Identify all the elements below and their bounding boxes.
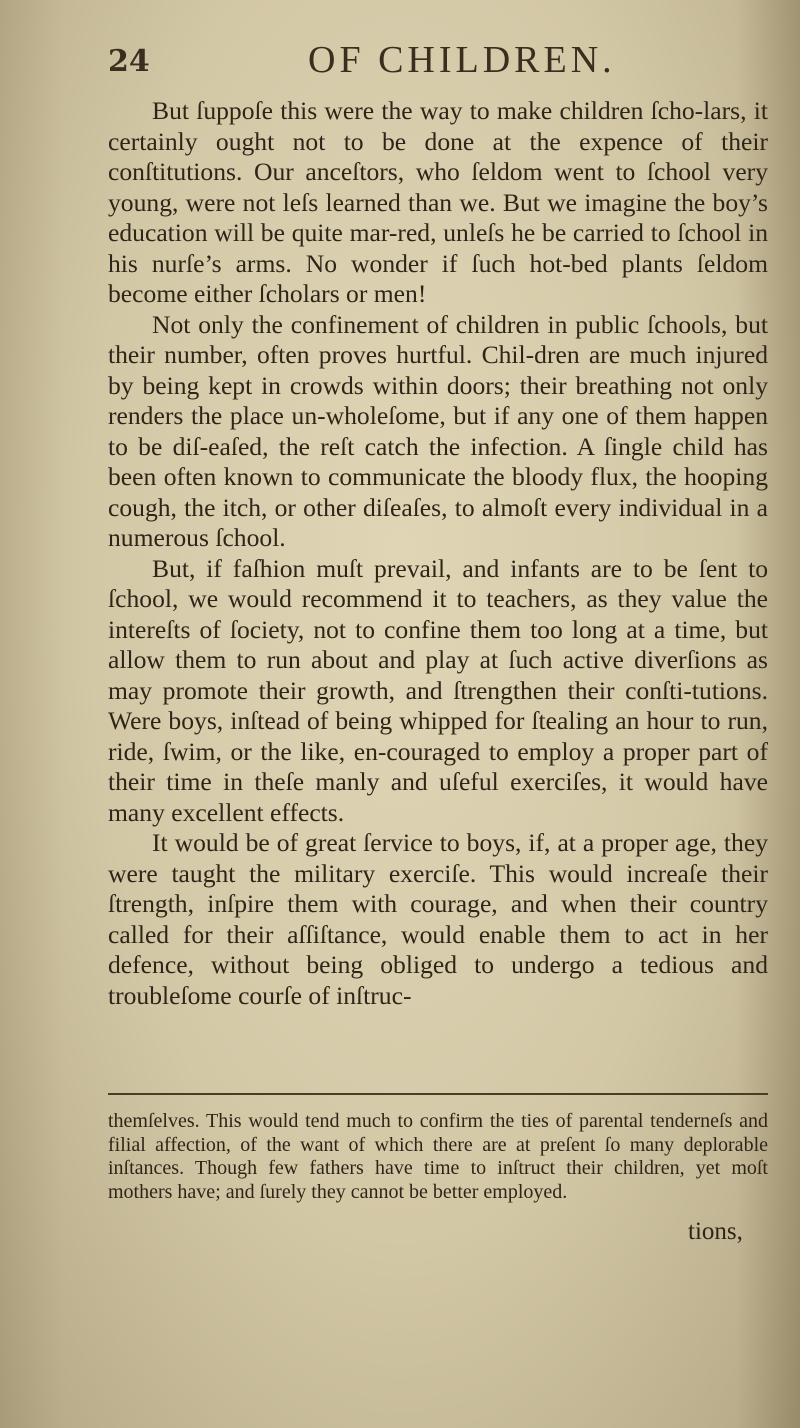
paragraph-4: It would be of great ſervice to boys, if, at a proper age, they were taught the military exerciſe. This would increaſe their ſtrength, inſpire them with courage, and when their country called for their aſſiſtance, would enable them to act in her defence, without being obliged to undergo a tedious and troubleſome courſe of inſtruc- [108,828,768,1010]
page-number: 24 [108,44,150,79]
paragraph-1: But ſuppoſe this were the way to make children ſcho-lars, it certainly ought not to be done at the expence of their conſtitutions. Our anceſtors, who ſeldom went to ſchool very young, were not leſs learned than we. But we imagine the boy’s education will be quite mar-red, unleſs he be carried to ſchool in his nurſe’s arms. No wonder if ſuch hot-bed plants ſeldom become either ſcholars or men! [108,96,768,308]
footnote-text: themſelves. This would tend much to confirm the ties of parental tenderneſs and filial affection, of the want of which there are at preſent ſo many deplorable inſtances. Though few fathers have time to inſtruct their children, yet moſt mothers have; and ſurely they cannot be better employed. [108,1110,768,1203]
running-head [108,38,768,88]
footnote-rule [108,1093,768,1095]
paragraph-2: Not only the confinement of children in public ſchools, but their number, often proves hurtful. Chil-dren are much injured by being kept in crowds within doors; their breathing not only renders the place un-wholeſome, but if any one of them happen to be diſ-eaſed, the reſt catch the infection. A ſingle child has been often known to communicate the bloody flux, the hooping cough, the itch, or other diſeaſes, to almoſt every individual in a numerous ſchool. [108,309,768,552]
body-text [108,96,768,1011]
footnote [108,1110,768,1204]
running-title: OF CHILDREN. [308,39,616,81]
catchword: tions, [688,1218,743,1245]
paragraph-3: But, if faſhion muſt prevail, and infants are to be ſent to ſchool, we would recommend it to teachers, as they value the intereſts of ſociety, not to confine them too long at a time, but allow them to run about and play at ſuch active diverſions as may promote their growth, and ſtrengthen their conſti-tutions. Were boys, inſtead of being whipped for ſtealing an hour to run, ride, ſwim, or the like, en-couraged to employ a proper part of their time in theſe manly and uſeful exerciſes, it would have many excellent effects. [108,553,768,827]
